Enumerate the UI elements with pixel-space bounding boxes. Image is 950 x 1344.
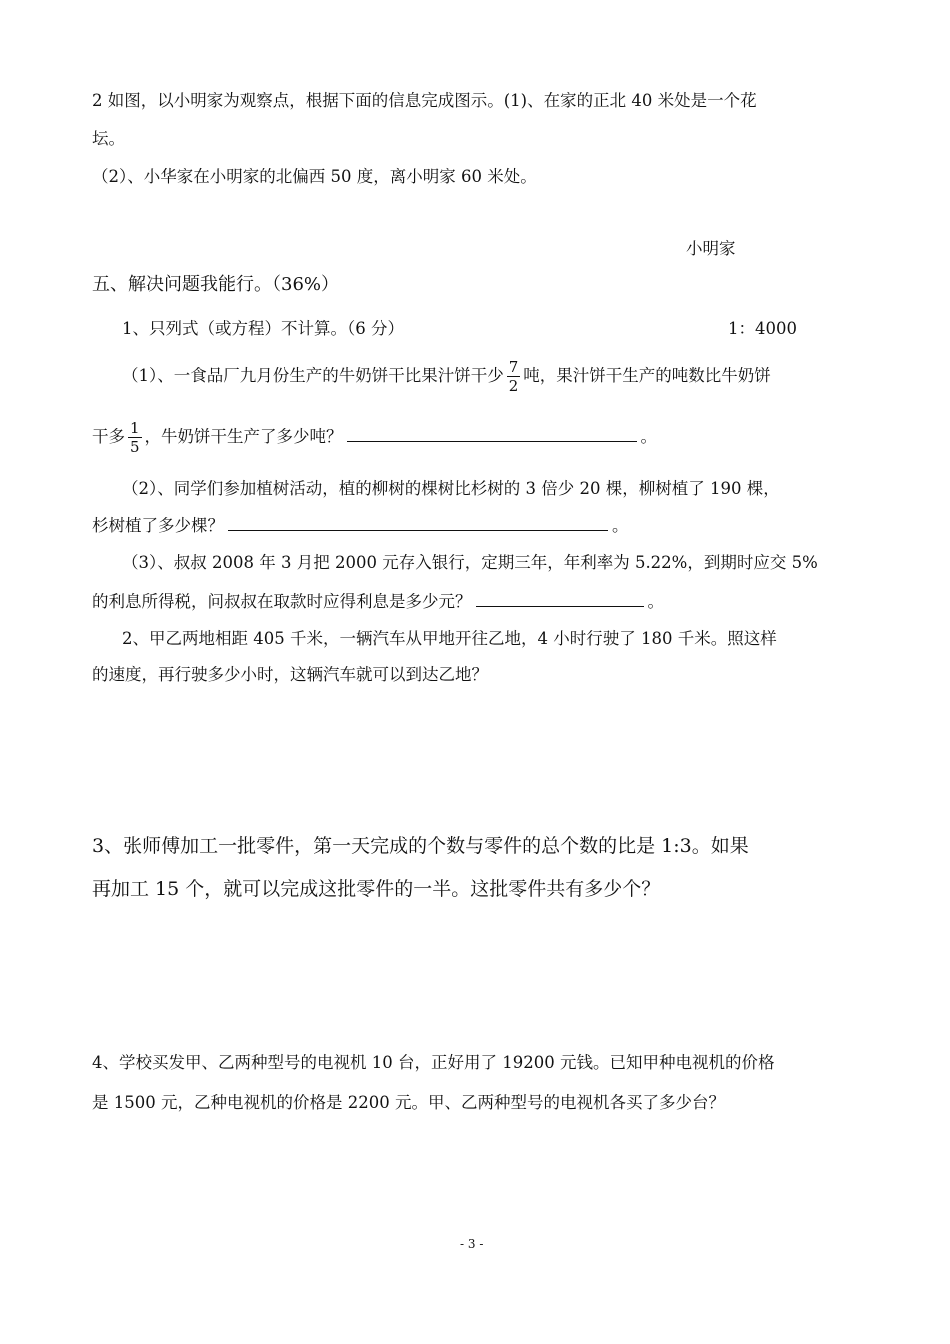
- map-scale: 1：4000: [728, 319, 797, 338]
- problem1-text-d: ，牛奶饼干生产了多少吨？: [144, 427, 343, 446]
- fraction-one-fifth: [128, 419, 142, 456]
- answer-blank-3[interactable]: [476, 590, 644, 607]
- section5-heading: 五、解决问题我能行。（36%）: [92, 274, 340, 295]
- question4-line2: 是 1500 元，乙种电视机的价格是 2200 元。甲、乙两种型号的电视机各买了多少台？: [92, 1093, 725, 1112]
- problem3-text: 的利息所得税，问叔叔在取款时应得利息是多少元？: [92, 592, 472, 611]
- question4-line1: 4、学校买发甲、乙两种型号的电视机 10 台，正好用了 19200 元钱。已知甲种电视机的价格: [92, 1053, 775, 1072]
- question2-line2: 的速度，再行驶多少小时，这辆汽车就可以到达乙地？: [92, 665, 488, 684]
- problem3-line2: [92, 590, 664, 613]
- fraction-numerator: 7: [508, 358, 519, 376]
- fraction-denominator: 5: [130, 438, 140, 456]
- problem1-line2: [92, 416, 657, 458]
- question3-line1: 3、张师傅加工一批零件，第一天完成的个数与零件的总个数的比是 1:3。如果: [92, 835, 749, 857]
- page-number: - 3 -: [460, 1237, 484, 1251]
- problem2-end: 。: [612, 516, 629, 535]
- problem2-text: 杉树植了多少棵？: [92, 516, 224, 535]
- fraction-numerator: 1: [130, 419, 140, 437]
- problem1-text-a: （1）、一食品厂九月份生产的牛奶饼干比果汁饼干少: [122, 366, 504, 385]
- problem1-text-c: 干多: [92, 427, 125, 446]
- answer-blank-2[interactable]: [228, 514, 608, 531]
- answer-blank-1[interactable]: [347, 425, 637, 442]
- map-question-line2: 坛。: [92, 129, 125, 148]
- question3-line2: 再加工 15 个，就可以完成这批零件的一半。这批零件共有多少个？: [92, 878, 661, 900]
- problem3-end: 。: [647, 592, 664, 611]
- problem1-end: 。: [640, 427, 658, 446]
- problem1-line1: [122, 355, 771, 397]
- subsection1-title: 1、只列式（或方程）不计算。（6 分）: [122, 319, 404, 338]
- problem2-line2: [92, 514, 629, 537]
- problem2-line1: （2）、同学们参加植树活动，植的柳树的棵树比杉树的 3 倍少 20 棵，柳树植了 190 棵，: [122, 479, 780, 498]
- fraction-seven-halves: [507, 358, 521, 395]
- fraction-denominator: 2: [508, 377, 519, 395]
- map-question-line3: （2）、小华家在小明家的北偏西 50 度，离小明家 60 米处。: [92, 167, 537, 186]
- map-question-line1: 2 如图，以小明家为观察点，根据下面的信息完成图示。(1)、在家的正北 40 米处是一个花: [92, 91, 757, 110]
- problem1-text-b: 吨，果汁饼干生产的吨数比牛奶饼: [523, 366, 771, 385]
- problem3-line1: （3）、叔叔 2008 年 3 月把 2000 元存入银行，定期三年，年利率为 5.22%，到期时应交 5%: [122, 553, 818, 572]
- question2-line1: 2、甲乙两地相距 405 千米，一辆汽车从甲地开往乙地，4 小时行驶了 180 千米。照这样: [122, 629, 777, 648]
- home-label: 小明家: [686, 239, 736, 258]
